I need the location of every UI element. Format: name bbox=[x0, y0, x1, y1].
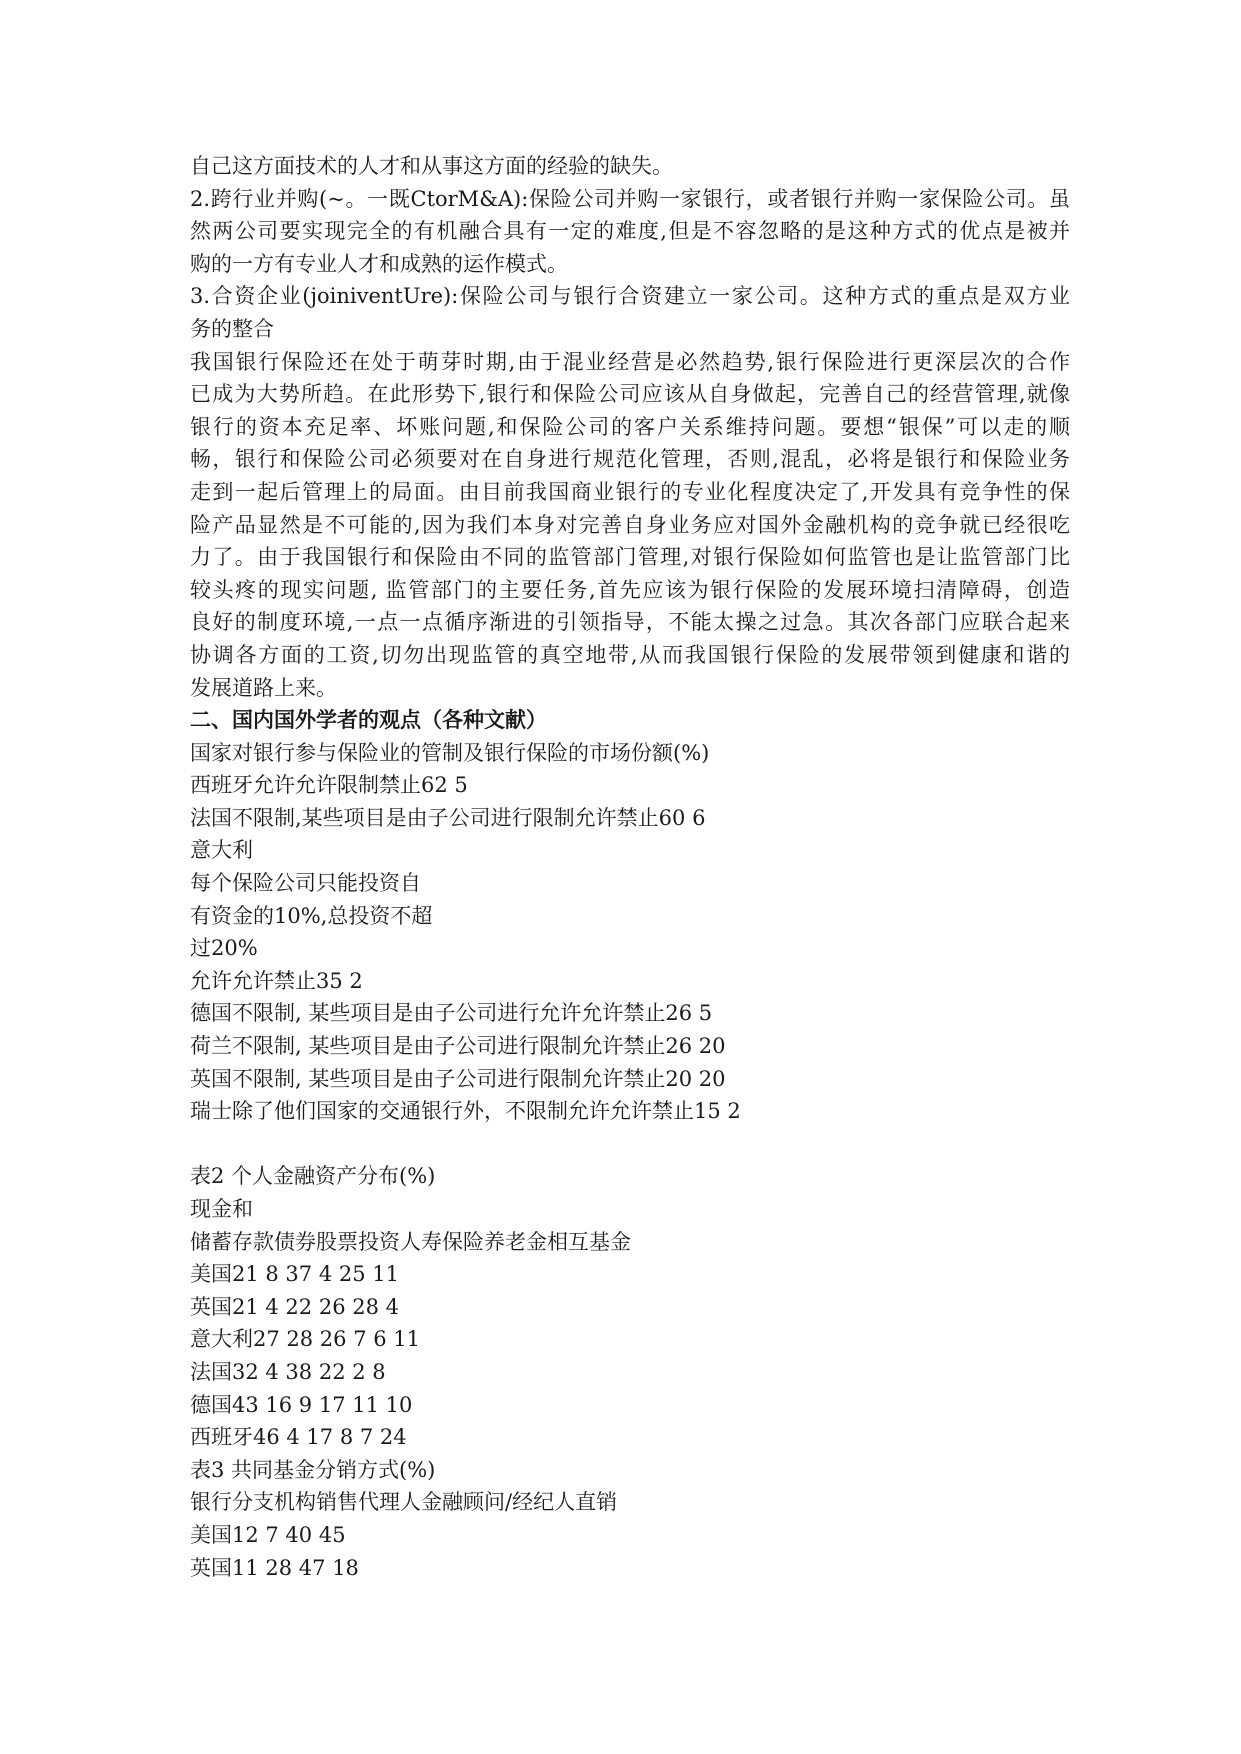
text-line: 法国不限制,某些项目是由子公司进行限制允许禁止60 6 bbox=[190, 805, 706, 830]
text-line: 表3 共同基金分销方式(%) bbox=[190, 1457, 436, 1482]
text-line: 2.跨行业并购(~。一既CtorM&A):保险公司并购一家银行，或者银行并购一家保险公司。虽 bbox=[190, 186, 1070, 211]
text-line: 3.合资企业(joiniventUre):保险公司与银行合资建立一家公司。这种方式的重点是双方业 bbox=[190, 284, 1070, 309]
table-1-text bbox=[190, 737, 1070, 1128]
text-line: 荷兰不限制, 某些项目是由子公司进行限制允许禁止26 20 bbox=[190, 1034, 726, 1059]
text-line: 美国12 7 40 45 bbox=[190, 1522, 346, 1547]
text-line: 有资金的10%,总投资不超 bbox=[190, 903, 433, 928]
text-line: 已成为大势所趋。在此形势下,银行和保险公司应该从自身做起，完善自己的经营管理,就像 bbox=[190, 382, 1070, 407]
table-3-text bbox=[190, 1454, 1070, 1584]
body-paragraphs bbox=[190, 150, 1070, 704]
text-line: 德国不限制, 某些项目是由子公司进行允许允许禁止26 5 bbox=[190, 1001, 713, 1026]
document-body bbox=[190, 150, 1070, 1584]
text-line: 自己这方面技术的人才和从事这方面的经验的缺失。 bbox=[190, 154, 673, 178]
text-line: 协调各方面的工资,切勿出现监管的真空地带,从而我国银行保险的发展带领到健康和谐的 bbox=[190, 642, 1070, 667]
table-2-text bbox=[190, 1160, 1070, 1453]
text-line: 然两公司要实现完全的有机融合具有一定的难度,但是不容忽略的是这种方式的优点是被并 bbox=[190, 219, 1070, 244]
text-line: 储蓄存款债券股票投资人寿保险养老金相互基金 bbox=[190, 1229, 631, 1254]
text-line: 现金和 bbox=[190, 1197, 253, 1221]
section-heading: 二、国内国外学者的观点（各种文献） bbox=[190, 708, 547, 733]
text-line: 务的整合 bbox=[190, 316, 274, 341]
text-line: 我国银行保险还在处于萌芽时期,由于混业经营是必然趋势,银行保险进行更深层次的合作 bbox=[190, 349, 1070, 374]
spacer bbox=[190, 1128, 1070, 1161]
text-line: 畅，银行和保险公司必须要对在自身进行规范化管理，否则,混乱，必将是银行和保险业务 bbox=[190, 447, 1070, 472]
text-line: 表2 个人金融资产分布(%) bbox=[190, 1164, 436, 1189]
text-line: 英国11 28 47 18 bbox=[190, 1555, 359, 1580]
text-line: 险产品显然是不可能的,因为我们本身对完善自身业务应对国外金融机构的竞争就已经很吃 bbox=[190, 512, 1070, 537]
text-line: 西班牙46 4 17 8 7 24 bbox=[190, 1425, 407, 1450]
text-line: 允许允许禁止35 2 bbox=[190, 968, 363, 993]
text-line: 美国21 8 37 4 25 11 bbox=[190, 1262, 399, 1287]
text-line: 英国不限制, 某些项目是由子公司进行限制允许禁止20 20 bbox=[190, 1066, 726, 1091]
text-line: 法国32 4 38 22 2 8 bbox=[190, 1359, 386, 1384]
text-line: 良好的制度环境,一点一点循序渐进的引领指导，不能太操之过急。其次各部门应联合起来 bbox=[190, 610, 1070, 635]
text-line: 英国21 4 22 26 28 4 bbox=[190, 1294, 399, 1319]
text-line: 购的一方有专业人才和成熟的运作模式。 bbox=[190, 251, 568, 276]
text-line: 西班牙允许允许限制禁止62 5 bbox=[190, 773, 468, 798]
text-line: 德国43 16 9 17 11 10 bbox=[190, 1392, 413, 1417]
text-line: 瑞士除了他们国家的交通银行外，不限制允许允许禁止15 2 bbox=[190, 1099, 741, 1124]
text-line: 力了。由于我国银行和保险由不同的监管部门管理,对银行保险如何监管也是让监管部门比 bbox=[190, 545, 1070, 570]
text-line: 走到一起后管理上的局面。由目前我国商业银行的专业化程度决定了,开发具有竞争性的保 bbox=[190, 479, 1070, 504]
text-line: 国家对银行参与保险业的管制及银行保险的市场份额(%) bbox=[190, 740, 710, 765]
text-line: 每个保险公司只能投资自 bbox=[190, 871, 421, 896]
text-line: 发展道路上来。 bbox=[190, 675, 337, 700]
text-line: 过20% bbox=[190, 936, 258, 961]
text-line: 意大利27 28 26 7 6 11 bbox=[190, 1327, 420, 1352]
text-line: 银行分支机构销售代理人金融顾问/经纪人直销 bbox=[190, 1490, 618, 1515]
text-line: 较头疼的现实问题, 监管部门的主要任务,首先应该为银行保险的发展环境扫清障碍，创造 bbox=[190, 577, 1070, 602]
text-line: 银行的资本充足率、坏账问题,和保险公司的客户关系维持问题。要想“银保”可以走的顺 bbox=[190, 414, 1070, 439]
text-line: 意大利 bbox=[190, 838, 253, 863]
